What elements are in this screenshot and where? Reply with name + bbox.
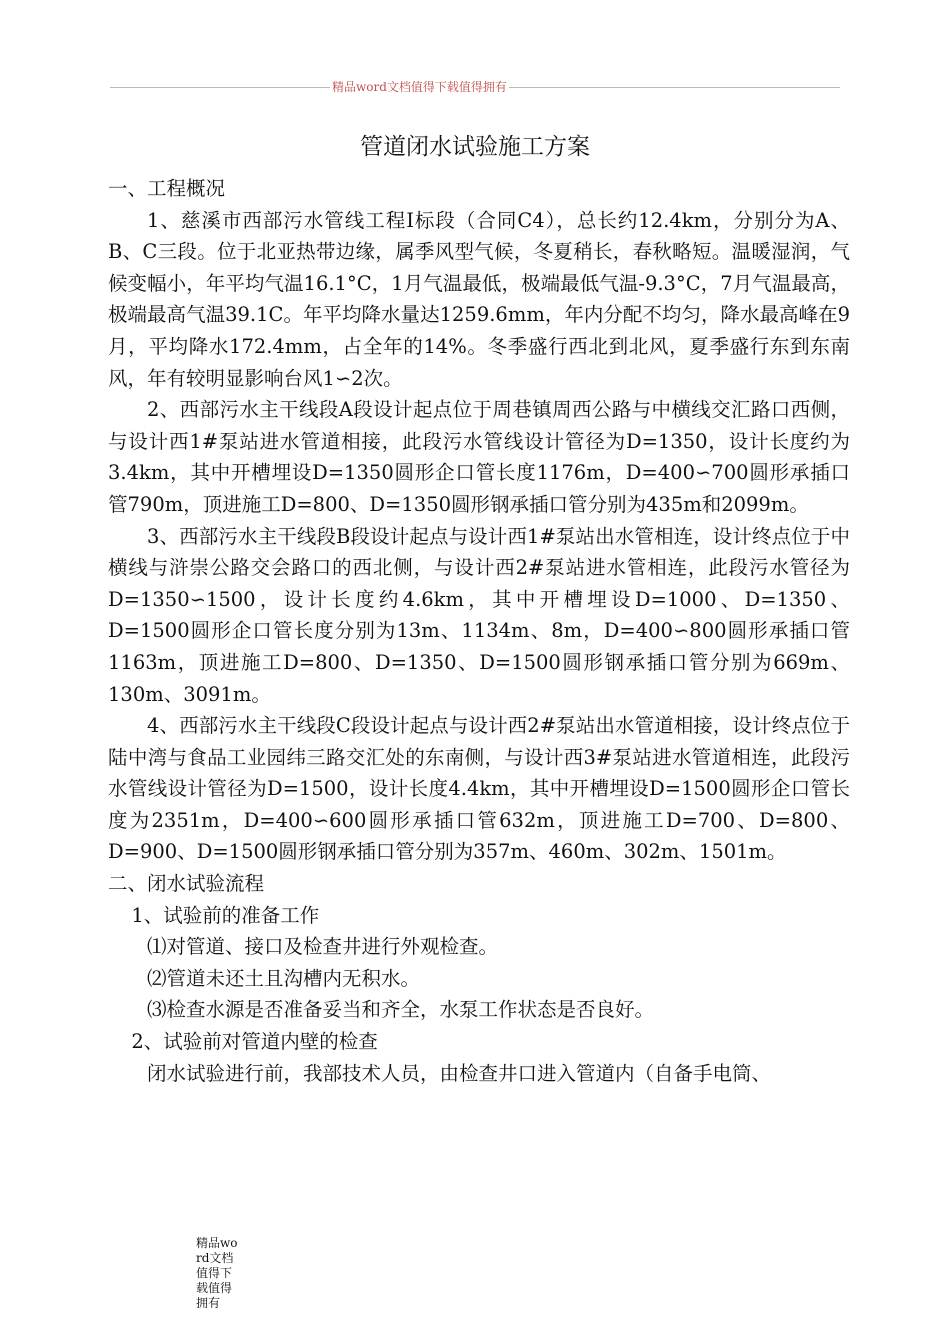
header-watermark: 精品word文档值得下载值得拥有 [332, 80, 507, 94]
document-body [108, 173, 850, 1089]
footer-watermark: 精品word文档值得下载值得拥有 [196, 1236, 238, 1310]
paragraph-2: 2、西部污水主干线段A段设计起点位于周巷镇周西公路与中横线交汇路口西侧，与设计西1#泵站进水管道相接，此段污水管线设计管径为D=1350，设计长度约为3.4km，其中开槽埋设D=1350圆形企口管长度1176m，D=400∽700圆形承插口管790m，顶进施工D=800、D=1350圆形钢承插口管分别为435m和2099m。 [108, 398, 850, 516]
subsection-heading-inspection: 2、试验前对管道内壁的检查 [131, 1030, 378, 1054]
section-heading-overview: 一、工程概况 [108, 177, 226, 200]
paragraph-inspection: 闭水试验进行前，我部技术人员，由检查井口进入管道内（自备手电筒、 [147, 1061, 772, 1085]
list-item: ⑴对管道、接口及检查井进行外观检查。 [147, 935, 499, 959]
section-heading-process: 二、闭水试验流程 [108, 872, 265, 896]
paragraph-4: 4、西部污水主干线段C段设计起点与设计西2#泵站出水管道相接，设计终点位于陆中湾与食品工业园纬三路交汇处的东南侧，与设计西3#泵站进水管道相连，此段污水管线设计管径为D=1500，设计长度4.4km，其中开槽埋设D=1500圆形企口管长度为2351m，D=400∽600圆形承插口管632m，顶进施工D=700、D=800、D=900、D=1500圆形钢承插口管分别为357m、460m、302m、1501m。 [108, 714, 850, 864]
list-item: ⑵管道未还土且沟槽内无积水。 [147, 966, 421, 990]
paragraph-1: 1、慈溪市西部污水管线工程Ⅰ标段（合同C4），总长约12.4km，分别分为A、B、C三段。位于北亚热带边缘，属季风型气候，冬夏稍长，春秋略短。温暖湿润，气候变幅小，年平均气温16.1°C，1月气温最低，极端最低气温-9.3°C，7月气温最高，极端最高气温39.1C。年平均降水量达1259.6mm，年内分配不均匀，降水最高峰在9月，平均降水172.4mm，占全年的14%。冬季盛行西北到北风，夏季盛行东到东南风，年有较明显影响台风1∽2次。 [108, 208, 850, 390]
list-item: ⑶检查水源是否准备妥当和齐全，水泵工作状态是否良好。 [147, 998, 655, 1022]
subsection-heading-preparation: 1、试验前的准备工作 [131, 903, 320, 927]
document-title: 管道闭水试验施工方案 [360, 134, 590, 160]
paragraph-3: 3、西部污水主干线段B段设计起点与设计西1#泵站出水管相连，设计终点位于中横线与浒崇公路交会路口的西北侧，与设计西2#泵站进水管相连，此段污水管径为D=1350∽1500，设计长度约4.6km，其中开槽埋设D=1000、D=1350、D=1500圆形企口管长度分别为13m、1134m、8m，D=400∽800圆形承插口管1163m，顶进施工D=800、D=1350、D=1500圆形钢承插口管分别为669m、130m、3091m。 [108, 524, 850, 706]
